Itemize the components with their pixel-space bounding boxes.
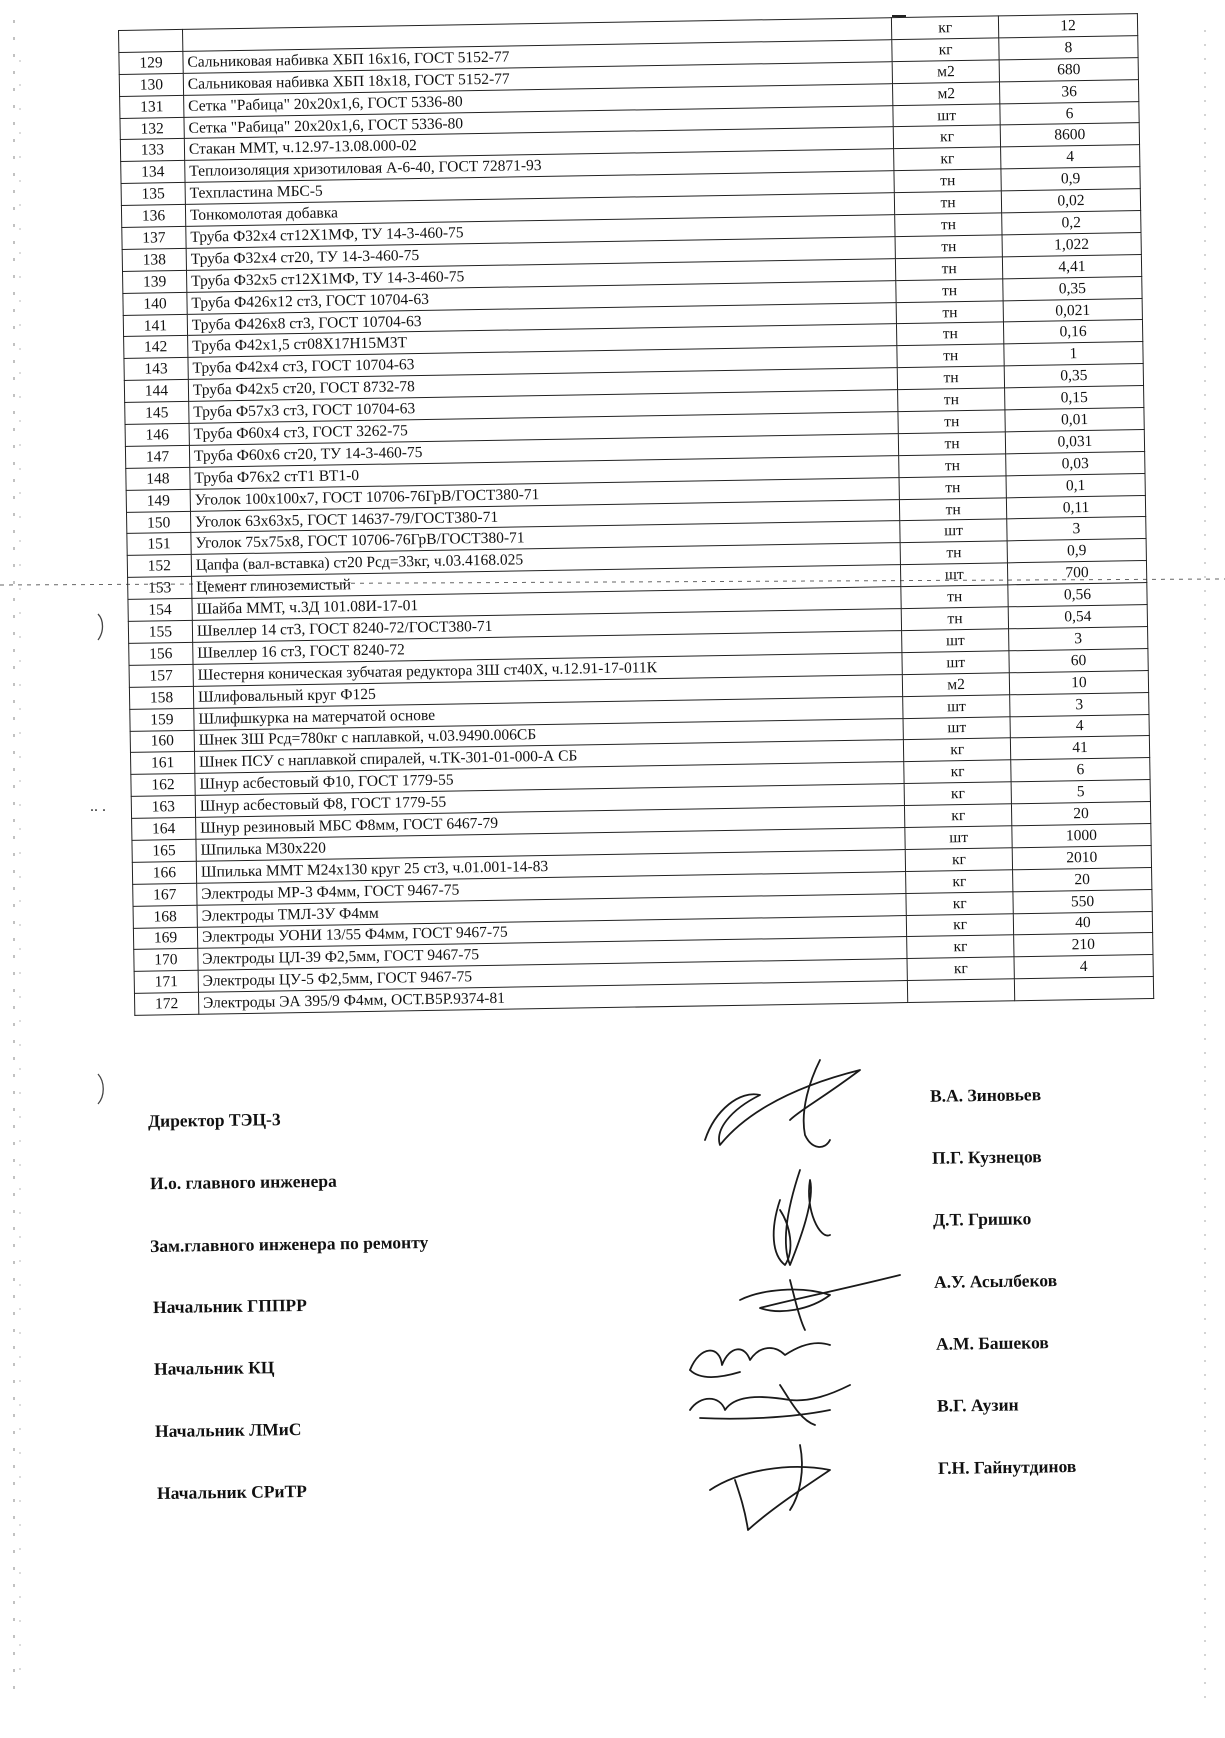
item-unit: тн [896,257,1003,281]
item-name: Труба Ф426х12 ст3, ГОСТ 10704-63 [187,280,897,314]
item-name: Уголок 63х63х5, ГОСТ 14637-79/ГОСТ380-71 [190,499,900,533]
item-quantity: 0,56 [1008,583,1147,607]
item-quantity: 0,54 [1008,605,1147,629]
item-unit: кг [904,738,1011,762]
name-kuznetsov: П.Г. Кузнецов [931,1146,1042,1168]
item-unit: м2 [893,82,1000,106]
item-quantity: 20 [1012,867,1151,891]
item-name: Труба Ф60х6 ст20, ТУ 14-3-460-75 [189,434,899,468]
item-quantity: 0,2 [1002,211,1141,235]
item-unit: кг [904,782,1011,806]
item-name: Сетка "Рабица" 20х20х1,6, ГОСТ 5336-80 [184,105,894,139]
item-name: Шнур асбестовый Ф10, ГОСТ 1779-55 [195,762,905,796]
item-name: Электроды ЦУ-5 Ф2,5мм, ГОСТ 9467-75 [198,959,908,993]
item-quantity: 0,03 [1006,451,1145,475]
item-quantity: 8 [999,35,1138,59]
row-number: 148 [126,467,190,490]
item-unit: шт [902,651,1009,675]
item-name: Электроды МР-3 Ф4мм, ГОСТ 9467-75 [197,871,907,905]
item-name: Сальниковая набивка ХБП 16х16, ГОСТ 5152-77 [183,40,893,74]
item-unit: кг [892,38,999,62]
item-unit: тн [900,541,1007,565]
item-name: Сетка "Рабица" 20х20х1,6, ГОСТ 5336-80 [184,83,894,117]
item-name: Труба Ф57х3 ст3, ГОСТ 10704-63 [189,390,899,424]
item-unit: тн [899,476,1006,500]
item-unit: тн [897,344,1004,368]
row-number: 152 [127,555,191,578]
item-name: Труба Ф426х8 ст3, ГОСТ 10704-63 [187,302,897,336]
row-number: 161 [130,752,194,775]
item-unit: тн [899,432,1006,456]
item-name: Техпластина МБС-5 [185,171,895,205]
name-bashekov: А.М. Башеков [935,1332,1049,1354]
item-unit: тн [901,585,1008,609]
name-auzin: В.Г. Аузин [936,1394,1019,1416]
row-number: 172 [134,992,198,1015]
item-quantity: 0,16 [1003,320,1142,344]
item-quantity: 0,01 [1005,408,1144,432]
item-quantity: 550 [1013,889,1152,913]
item-name: Сальниковая набивка ХБП 18х18, ГОСТ 5152-77 [183,61,893,95]
title-director: Директор ТЭЦ-3 [147,1109,281,1131]
item-quantity: 700 [1007,561,1146,585]
item-unit: кг [906,891,1013,915]
row-number: 146 [125,423,189,446]
item-name: Труба Ф60х4 ст3, ГОСТ 3262-75 [189,412,899,446]
item-quantity: 0,02 [1001,189,1140,213]
row-number: 150 [126,511,190,534]
item-quantity: 4 [1010,714,1149,738]
item-name: Швеллер 14 ст3, ГОСТ 8240-72/ГОСТ380-71 [192,609,902,643]
item-name: Шнек ПСУ с наплавкой спиралей, ч.ТК-301-01-000-А СБ [194,740,904,774]
row-number: 170 [134,949,198,972]
row-number: 160 [130,730,194,753]
row-number: 129 [119,51,183,74]
row-number: 155 [128,620,192,643]
item-quantity: 0,021 [1003,298,1142,322]
title-head-gpprr: Начальник ГППРР [152,1294,308,1318]
item-unit: шт [902,629,1009,653]
item-unit: шт [901,563,1008,587]
item-name: Труба Ф32х5 ст12Х1МФ, ТУ 14-3-460-75 [186,258,896,292]
item-quantity: 12 [998,14,1137,38]
item-quantity: 4,41 [1002,254,1141,278]
item-quantity: 0,35 [1003,276,1142,300]
row-number: 134 [121,161,185,184]
item-quantity: 6 [1000,101,1139,125]
row-number: 153 [128,577,192,600]
row-number: 149 [126,489,190,512]
item-unit: тн [895,235,1002,259]
row-number: 162 [131,774,195,797]
item-unit: шт [893,103,1000,127]
item-name: Теплоизоляция хризотиловая А-6-40, ГОСТ 72871-93 [185,149,895,183]
row-number: 147 [125,445,189,468]
item-quantity: 3 [1008,626,1147,650]
item-unit: шт [900,519,1007,543]
item-quantity: 40 [1013,911,1152,935]
item-name: Шнек ЗШ Рсд=780кг с наплавкой, ч.03.9490.006СБ [194,718,904,752]
row-number: 169 [133,927,197,950]
title-head-kc: Начальник КЦ [153,1357,275,1379]
row-number: 144 [124,380,188,403]
item-unit: тн [898,410,1005,434]
item-quantity: 1000 [1012,823,1151,847]
name-gainutdinov: Г.Н. Гайнутдинов [937,1456,1077,1478]
item-quantity: 8600 [1000,123,1139,147]
row-number: 139 [123,270,187,293]
item-name: Электроды ЭА 395/9 Ф4мм, ОСТ.В5Р.9374-81 [198,981,908,1015]
item-quantity: 3 [1007,517,1146,541]
item-name: Труба Ф76х2 стТ1 ВТ1-0 [190,455,900,489]
item-unit: тн [894,169,1001,193]
item-quantity: 0,9 [1007,539,1146,563]
row-number: 154 [128,599,192,622]
item-name: Стакан ММТ, ч.12.97-13.08.000-02 [184,127,894,161]
item-unit: тн [899,454,1006,478]
name-zinovyev: В.А. Зиновьев [929,1084,1042,1106]
item-unit: тн [902,607,1009,631]
item-unit: шт [903,716,1010,740]
item-quantity: 10 [1009,670,1148,694]
item-name: Уголок 100х100х7, ГОСТ 10706-76ГрВ/ГОСТ380-71 [190,477,900,511]
row-number: 135 [121,183,185,206]
item-name: Уголок 75х75х8, ГОСТ 10706-76ГрВ/ГОСТ380-71 [191,521,901,555]
title-acting-chief-engineer: И.о. главного инженера [149,1170,337,1194]
item-name: Тонкомолотая добавка [185,193,895,227]
row-number: 158 [129,686,193,709]
item-unit: кг [906,870,1013,894]
item-quantity: 1,022 [1002,232,1141,256]
item-unit: кг [894,147,1001,171]
row-number: 132 [120,117,184,140]
item-quantity: 0,1 [1006,473,1145,497]
row-number: 171 [134,971,198,994]
name-asylbekov: А.У. Асылбеков [933,1270,1058,1292]
row-number: 141 [123,314,187,337]
row-number: 157 [129,664,193,687]
row-number: 138 [122,248,186,271]
item-name: Электроды ТМЛ-3У Ф4мм [197,893,907,927]
item-quantity: 1 [1004,342,1143,366]
item-quantity: 0,031 [1005,429,1144,453]
title-deputy-chief-engineer: Зам.главного инженера по ремонту [149,1232,429,1256]
item-quantity: 60 [1009,648,1148,672]
item-unit: тн [896,300,1003,324]
row-number: 130 [119,73,183,96]
item-unit: тн [895,191,1002,215]
item-unit: тн [898,366,1005,390]
item-unit: кг [892,16,999,40]
name-grishko: Д.Т. Гришко [932,1208,1032,1230]
item-name: Труба Ф42х4 ст3, ГОСТ 10704-63 [188,346,898,380]
row-number: 140 [123,292,187,315]
item-quantity: 5 [1011,780,1150,804]
row-number: 142 [124,336,188,359]
row-number: 167 [133,883,197,906]
item-unit: кг [904,760,1011,784]
item-unit: шт [905,826,1012,850]
row-number: 151 [127,533,191,556]
row-number: 156 [129,642,193,665]
row-number: 166 [132,861,196,884]
item-name: Электроды ЦЛ-39 Ф2,5мм, ГОСТ 9467-75 [198,937,908,971]
row-number: 163 [131,795,195,818]
stray-dots: .. . [90,798,106,815]
title-head-sritr: Начальник СРиТР [156,1480,308,1504]
item-unit: тн [895,213,1002,237]
item-name: Труба Ф42х1,5 ст08Х17Н15М3Т [188,324,898,358]
item-unit: кг [906,848,1013,872]
item-unit: кг [905,804,1012,828]
item-name: Труба Ф32х4 ст12Х1МФ, ТУ 14-3-460-75 [186,215,896,249]
item-name: Цапфа (вал-вставка) ст20 Рсд=33кг, ч.03.4168.025 [191,543,901,577]
item-name: Цемент глиноземистый [192,565,902,599]
title-head-lmis: Начальник ЛМиС [154,1418,302,1442]
item-quantity: 0,11 [1006,495,1145,519]
row-number: 145 [125,402,189,425]
item-unit: тн [897,322,1004,346]
row-number: 168 [133,905,197,928]
row-number: 133 [120,139,184,162]
row-number: 136 [121,205,185,228]
item-unit: м2 [903,673,1010,697]
item-unit: шт [903,694,1010,718]
item-name: Шнур асбестовый Ф8, ГОСТ 1779-55 [195,784,905,818]
item-unit: м2 [893,60,1000,84]
item-quantity: 0,9 [1001,167,1140,191]
row-number: 159 [130,708,194,731]
row-number: 165 [132,839,196,862]
item-unit: тн [900,497,1007,521]
row-number: 131 [120,95,184,118]
row-number: 143 [124,358,188,381]
item-unit: кг [894,125,1001,149]
item-quantity: 210 [1014,933,1153,957]
item-name: Труба Ф42х5 ст20, ГОСТ 8732-78 [188,368,898,402]
item-quantity: 3 [1010,692,1149,716]
item-name: Шпилька М30х220 [196,828,906,862]
item-name: Шестерня коническая зубчатая редуктора ЗШ ст40Х, ч.12.91-17-011К [193,652,903,686]
item-quantity: 20 [1011,802,1150,826]
item-name: Шнур резиновый МБС Ф8мм, ГОСТ 6467-79 [196,806,906,840]
item-unit: кг [907,935,1014,959]
item-unit: тн [898,388,1005,412]
item-quantity: 0,35 [1004,364,1143,388]
item-name: Труба Ф32х4 ст20, ТУ 14-3-460-75 [186,237,896,271]
item-quantity: 4 [1014,955,1153,979]
item-unit: тн [896,279,1003,303]
item-quantity: 6 [1011,758,1150,782]
item-unit: кг [907,957,1014,981]
item-name: Шайба ММТ, ч.3Д 101.08И-17-01 [192,587,902,621]
row-number: 137 [122,226,186,249]
item-name: Шлифшкурка на матерчатой основе [194,696,904,730]
item-name: Шлифовальный круг Ф125 [193,674,903,708]
item-quantity: 680 [999,57,1138,81]
item-unit: кг [907,913,1014,937]
item-quantity: 41 [1010,736,1149,760]
row-number: 164 [132,817,196,840]
item-name: Шпилька ММТ М24х130 круг 25 ст3, ч.01.001-14-83 [196,849,906,883]
item-quantity: 36 [999,79,1138,103]
item-name: Швеллер 16 ст3, ГОСТ 8240-72 [193,631,903,665]
item-name: Электроды УОНИ 13/55 Ф4мм, ГОСТ 9467-75 [197,915,907,949]
item-quantity: 4 [1001,145,1140,169]
item-quantity: 0,15 [1004,386,1143,410]
item-quantity: 2010 [1012,845,1151,869]
